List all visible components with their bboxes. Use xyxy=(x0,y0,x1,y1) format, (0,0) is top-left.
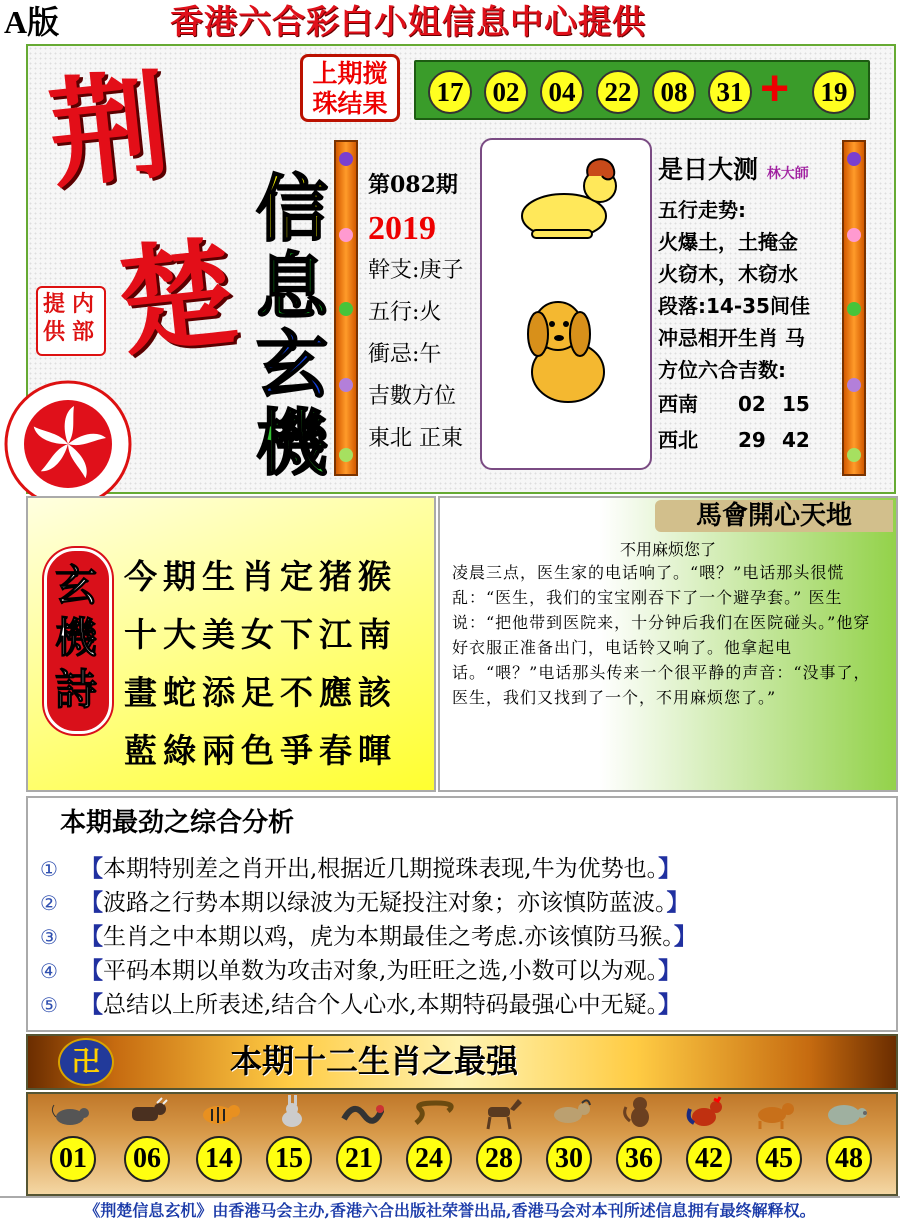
goat-small-icon xyxy=(548,1095,592,1131)
bracket-close: 】 xyxy=(658,957,682,984)
forecast-dir-row xyxy=(658,422,848,458)
vertical-title xyxy=(252,166,332,485)
zodiac-number-ball: 36 xyxy=(616,1136,662,1182)
zodiac-number-ball: 24 xyxy=(406,1136,452,1182)
analysis-item xyxy=(40,918,890,952)
zodiac-number-ball: 45 xyxy=(756,1136,802,1182)
analysis-num: ④ xyxy=(40,959,58,983)
stamp-text-provide: 提 供 xyxy=(43,291,66,345)
joke-title: 不用麻烦您了 xyxy=(619,540,716,559)
pillar-gem-icon xyxy=(847,448,861,462)
pillar-gem-icon xyxy=(339,448,353,462)
zodiac-number-ball: 48 xyxy=(826,1136,872,1182)
forecast-author: 林大師 xyxy=(766,166,809,182)
poem-line: 今期生肖定猪猴 xyxy=(124,557,397,596)
zodiac-title: 本期十二生肖之最强 xyxy=(230,1042,519,1080)
dharma-wheel-icon: 卍 xyxy=(58,1038,114,1086)
vertical-title-char: 機 xyxy=(255,400,328,485)
poem-badge-char: 詩 xyxy=(54,665,97,714)
issue-number: 第082期 xyxy=(368,172,458,198)
issue-info xyxy=(368,168,480,460)
draw-ball: 02 xyxy=(484,70,528,114)
forecast-dir: 西南 xyxy=(658,392,698,416)
pillar-gem-icon xyxy=(339,302,353,316)
zodiac-number-ball: 28 xyxy=(476,1136,522,1182)
zodiac-number-ball: 21 xyxy=(336,1136,382,1182)
pillar-gem-icon xyxy=(847,228,861,242)
draw-ball: 08 xyxy=(652,70,696,114)
draw-ball: 22 xyxy=(596,70,640,114)
forecast-title xyxy=(658,150,848,184)
monkey-icon xyxy=(618,1095,662,1131)
poem-lines xyxy=(124,548,429,780)
zodiac-number-ball: 30 xyxy=(546,1136,592,1182)
forecast-num: 42 xyxy=(782,428,810,452)
pillar-gem-icon xyxy=(847,378,861,392)
zodiac-number-ball: 15 xyxy=(266,1136,312,1182)
analysis-text: 生肖之中本期以鸡，虎为本期最佳之考虑.亦该慎防马猴。 xyxy=(103,924,674,950)
poem-line: 畫蛇添足不應該 xyxy=(124,673,397,712)
brand-title-char-2: 楚 xyxy=(111,222,243,373)
special-ball: 19 xyxy=(812,70,856,114)
horse-icon xyxy=(480,1095,524,1131)
forecast-clash: 冲忌相开生肖 马 xyxy=(658,326,805,350)
analysis-num: ② xyxy=(40,891,58,915)
issue-wuxing: 五行:火 xyxy=(368,300,442,325)
edition-label: A版 xyxy=(4,4,60,40)
poem-line: 藍綠兩色爭春暉 xyxy=(124,731,397,770)
analysis-num: ③ xyxy=(40,925,58,949)
dragon-icon xyxy=(340,1095,384,1131)
bracket-open: 【 xyxy=(80,923,103,950)
bracket-open: 【 xyxy=(80,855,103,882)
bracket-open: 【 xyxy=(80,991,103,1018)
plus-sign: + xyxy=(760,60,790,116)
issue-lucky-dir-label: 吉數方位 xyxy=(368,384,457,409)
forecast-trend-line: 火窃木，木窃水 xyxy=(658,262,798,286)
analysis-num: ⑤ xyxy=(40,993,58,1017)
analysis-item xyxy=(40,850,890,884)
zodiac-number-ball: 42 xyxy=(686,1136,732,1182)
forecast-trend-line: 火爆土，土掩金 xyxy=(658,230,798,254)
forecast-trend-label: 五行走势: xyxy=(658,198,746,222)
issue-ganzhi: 幹支:庚子 xyxy=(368,258,464,283)
issue-chongji: 衝忌:午 xyxy=(368,342,442,367)
dog-icon xyxy=(508,290,628,410)
forecast-dir-row xyxy=(658,386,848,422)
poem-badge-char: 玄 xyxy=(54,561,97,610)
joke-body: 凌晨三点，医生家的电话响了。“喂？”电话那头很慌乱：“医生，我们的宝宝刚吞下了一个避孕套。” 医生说：“把他带到医院来，十分钟后我们在医院碰头。”他穿好衣服正准备出门，电话铃又响了。他拿起电话。“喂？”电话那头传来一个很平静的声音：“没事了，医生，我们又找到了一个，不用麻烦您了。” xyxy=(452,563,871,707)
rat-icon xyxy=(48,1095,92,1131)
header-title: 香港六合彩白小姐信息中心提供 xyxy=(170,2,646,41)
bracket-open: 【 xyxy=(80,957,103,984)
analysis-item xyxy=(40,952,890,986)
bracket-close: 】 xyxy=(658,855,682,882)
forecast-num: 15 xyxy=(782,392,810,416)
analysis-text: 平码本期以单数为攻击对象,为旺旺之选,小数可以为观。 xyxy=(103,958,659,984)
vertical-title-char: 息 xyxy=(255,244,328,329)
forecast-combo-label: 方位六合吉数: xyxy=(658,358,786,382)
poem-line: 十大美女下江南 xyxy=(124,615,397,654)
issue-year: 2019 xyxy=(368,210,436,247)
pillar-gem-icon xyxy=(847,302,861,316)
rabbit-icon xyxy=(270,1095,314,1131)
joke-header: 馬會開心天地 xyxy=(655,500,893,532)
bracket-close: 】 xyxy=(658,991,682,1018)
rooster-icon xyxy=(684,1095,728,1131)
zodiac-number-ball: 01 xyxy=(50,1136,96,1182)
bracket-open: 【 xyxy=(80,889,103,916)
zodiac-image-box xyxy=(480,138,652,470)
forecast-segment: 段落:14-35间佳 xyxy=(658,294,810,318)
draw-ball: 31 xyxy=(708,70,752,114)
snake-icon xyxy=(410,1095,454,1131)
stamp-text-internal: 内 部 xyxy=(72,291,95,345)
analysis-text: 波路之行势本期以绿波为无疑投注对象；亦该慎防蓝波。 xyxy=(103,890,667,916)
draw-ball: 17 xyxy=(428,70,472,114)
bracket-close: 】 xyxy=(666,889,690,916)
pillar-gem-icon xyxy=(847,152,861,166)
analysis-title: 本期最劲之综合分析 xyxy=(60,808,295,838)
forecast-title-text: 是日大测 xyxy=(658,155,759,184)
issue-lucky-dirs: 東北 正東 xyxy=(368,426,463,451)
draw-ball: 04 xyxy=(540,70,584,114)
dog-small-icon xyxy=(752,1095,796,1131)
analysis-num: ① xyxy=(40,857,58,881)
tiger-icon xyxy=(198,1095,242,1131)
last-draw-numbers-bar xyxy=(414,60,870,120)
poem-badge-char: 機 xyxy=(54,613,97,662)
brand-title-char-1: 荆 xyxy=(43,54,175,205)
analysis-item xyxy=(40,986,890,1020)
bauhinia-emblem-icon xyxy=(2,378,134,510)
analysis-text: 本期特别差之肖开出,根据近几期搅珠表现,牛为优势也。 xyxy=(103,856,659,882)
bracket-close: 】 xyxy=(673,923,697,950)
goat-icon xyxy=(502,150,632,250)
ox-icon xyxy=(124,1095,168,1131)
poem-badge-text xyxy=(48,560,104,716)
pillar-gem-icon xyxy=(339,228,353,242)
zodiac-number-ball: 06 xyxy=(124,1136,170,1182)
zodiac-number-ball: 14 xyxy=(196,1136,242,1182)
forecast-num: 02 xyxy=(738,392,766,416)
left-pillar xyxy=(334,140,358,476)
pillar-gem-icon xyxy=(339,152,353,166)
analysis-text: 总结以上所表述,结合个人心水,本期特码最强心中无疑。 xyxy=(103,992,659,1018)
vertical-title-char: 玄 xyxy=(255,322,328,407)
last-draw-label: 上期搅 珠结果 xyxy=(300,54,400,122)
analysis-item xyxy=(40,884,890,918)
pig-icon xyxy=(824,1095,868,1131)
daily-forecast xyxy=(658,150,848,458)
footer-disclaimer: 《荆楚信息玄机》由香港马会主办,香港六合出版社荣誉出品,香港马会对本刊所述信息拥有最终解释权。 xyxy=(0,1196,900,1223)
forecast-dir: 西北 xyxy=(658,428,698,452)
pillar-gem-icon xyxy=(339,378,353,392)
vertical-title-char: 信 xyxy=(255,166,328,251)
forecast-num: 29 xyxy=(738,428,766,452)
